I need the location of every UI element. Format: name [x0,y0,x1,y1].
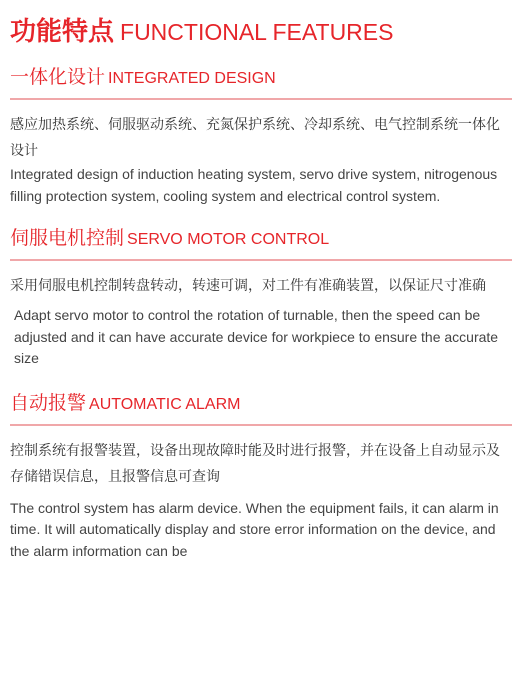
section-heading [10,64,512,100]
section-heading-cn: 伺服电机控制 [10,227,125,249]
section-automatic-alarm [10,390,512,563]
page-title [10,14,512,50]
page-title-en: FUNCTIONAL FEATURES [120,19,394,45]
section-heading-en: INTEGRATED DESIGN [108,70,276,87]
section-text-en: The control system has alarm device. When the equipment fails, it can alarm in time. It will automatically display and store error information on the device, and the alarm information can be [10,499,499,559]
section-heading-cn: 一体化设计 [10,66,106,88]
page-title-cn: 功能特点 [10,17,115,47]
section-servo-motor-control [10,225,512,370]
section-text-en: Integrated design of induction heating system, servo drive system, nitrogenous filling protection system, cooling system and electrical control system. [10,166,498,204]
section-text-cn: 采用伺服电机控制转盘转动，转速可调，对工件有准确装置，以保证尺寸准确 [10,278,486,294]
section-text-en: Adapt servo motor to control the rotation of turnable, then the speed can be adjusted and it can have accurate device for workpiece to ensure the accurate size [14,307,499,366]
section-text-cn: 控制系统有报警装置，设备出现故障时能及时进行报警，并在设备上自动显示及存储错误信息，且报警信息可查询 [10,442,500,485]
section-text-cn: 感应加热系统、伺服驱动系统、充氮保护系统、冷却系统、电气控制系统一体化设计 [10,117,500,159]
section-heading-en: SERVO MOTOR CONTROL [127,231,330,248]
section-heading [10,225,512,261]
section-heading-cn: 自动报警 [10,391,87,414]
section-integrated-design [10,64,512,207]
section-heading-en: AUTOMATIC ALARM [89,395,241,413]
section-heading [10,390,512,426]
